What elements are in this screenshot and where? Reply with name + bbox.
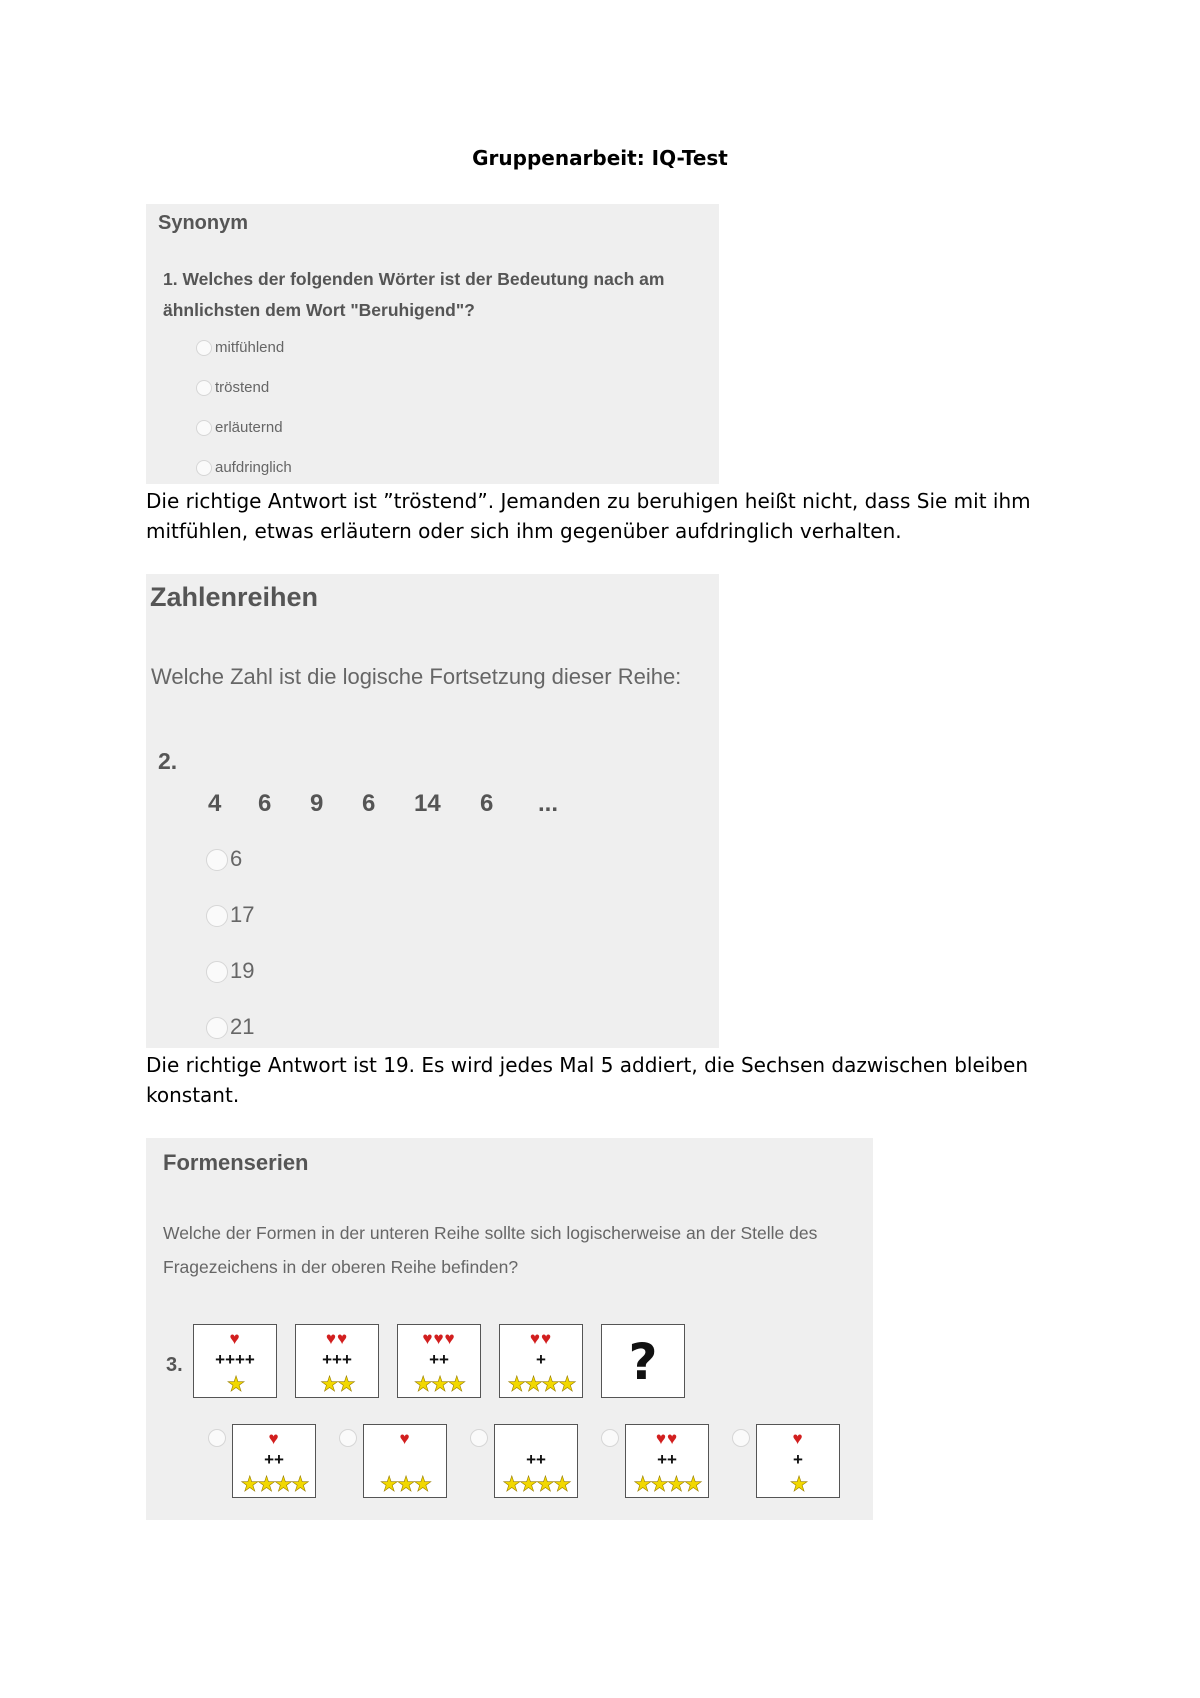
zahlenreihen-option-2[interactable]: [206, 902, 254, 928]
shape-option-radio[interactable]: [470, 1429, 488, 1447]
synonym-option-3[interactable]: [196, 418, 283, 438]
shape-option-card: [363, 1424, 447, 1498]
synonym-answer-text: Die richtige Antwort ist ”tröstend”. Jemanden zu beruhigen heißt nicht, dass Sie mit ihm mitfühlen, etwas erläutern oder sich ihm gegenüber aufdringlich verhalten.: [146, 489, 1031, 543]
zahlenreihen-heading: Zahlenreihen: [150, 582, 319, 612]
shape-option-radio[interactable]: [732, 1429, 750, 1447]
shape-option-card: [756, 1424, 840, 1498]
formenserien-question-panel: [146, 1138, 873, 1520]
hearts-row: ♥♥: [529, 1329, 553, 1348]
synonym-heading: Synonym: [158, 212, 249, 234]
crosses-row: +: [536, 1350, 546, 1369]
sequence-shape-card: [397, 1324, 481, 1398]
option-label: aufdringlich: [215, 459, 292, 476]
shape-option-radio[interactable]: [339, 1429, 357, 1447]
shape-option-radio[interactable]: [601, 1429, 619, 1447]
question-mark: ?: [628, 1333, 658, 1391]
option-label: 6: [230, 846, 243, 871]
hearts-row: ♥: [399, 1429, 411, 1448]
crosses-row: ++: [657, 1450, 677, 1469]
shape-option-radio[interactable]: [208, 1429, 226, 1447]
radio-button[interactable]: [206, 849, 228, 871]
option-label: tröstend: [215, 379, 270, 396]
zahlenreihen-option-1[interactable]: [206, 846, 242, 872]
stars-row: ★★★: [413, 1373, 465, 1396]
stars-row: ★★★: [379, 1473, 431, 1496]
stars-row: ★★: [320, 1373, 354, 1396]
hearts-row: ♥♥: [325, 1329, 349, 1348]
stars-row: ★: [789, 1473, 807, 1496]
crosses-row: +++: [322, 1350, 352, 1369]
formenserien-heading: Formenserien: [163, 1150, 309, 1175]
shape-option-card: [494, 1424, 578, 1498]
hearts-row: ♥♥♥: [422, 1329, 456, 1348]
radio-button[interactable]: [206, 1017, 228, 1039]
radio-button[interactable]: [206, 961, 228, 983]
option-label: 17: [230, 902, 255, 927]
synonym-option-4[interactable]: [196, 458, 292, 478]
crosses-row: ++++: [215, 1350, 255, 1369]
stars-row: ★★★★: [507, 1373, 575, 1396]
radio-button[interactable]: [196, 420, 212, 436]
zahlenreihen-answer-text: Die richtige Antwort ist 19. Es wird jedes Mal 5 addiert, die Sechsen dazwischen bleiben konstant.: [146, 1053, 1028, 1107]
series-number: 9: [310, 790, 324, 817]
synonym-option-2[interactable]: [196, 378, 269, 398]
crosses-row: ++: [264, 1450, 284, 1469]
zahlenreihen-question-panel: [146, 574, 719, 1048]
series-number: 14: [414, 790, 441, 817]
synonym-question-panel: [146, 204, 719, 484]
sequence-shape-card: [499, 1324, 583, 1398]
stars-row: ★★★★: [240, 1473, 308, 1496]
sequence-shape-card: [193, 1324, 277, 1398]
crosses-row: ++: [526, 1450, 546, 1469]
radio-button[interactable]: [206, 905, 228, 927]
option-label: 21: [230, 1014, 255, 1039]
series-number: 4: [208, 790, 222, 817]
option-label: mitfühlend: [215, 339, 285, 356]
crosses-row: ++: [429, 1350, 449, 1369]
series-number: 6: [362, 790, 376, 817]
synonym-question-text: 1. Welches der folgenden Wörter ist der Bedeutung nach am ähnlichsten dem Wort "Beruhigend"?: [163, 269, 665, 320]
zahlenreihen-option-3[interactable]: [206, 958, 254, 984]
stars-row: ★★★★: [502, 1473, 570, 1496]
option-label: 19: [230, 958, 255, 983]
stars-row: ★★★★: [633, 1473, 701, 1496]
hearts-row: ♥: [229, 1329, 241, 1348]
zahlenreihen-option-4[interactable]: [206, 1014, 254, 1040]
crosses-row: +: [793, 1450, 803, 1469]
stars-row: ★: [226, 1373, 244, 1396]
hearts-row: ♥♥: [655, 1429, 679, 1448]
series-ellipsis: ...: [538, 790, 559, 817]
radio-button[interactable]: [196, 460, 212, 476]
radio-button[interactable]: [196, 340, 212, 356]
zahlenreihen-question-text: Welche Zahl ist die logische Fortsetzung dieser Reihe:: [151, 664, 682, 689]
hearts-row: ♥: [792, 1429, 804, 1448]
sequence-shape-card: [295, 1324, 379, 1398]
question-number: 2.: [158, 748, 178, 774]
synonym-option-1[interactable]: [196, 338, 284, 358]
shape-option-card: [232, 1424, 316, 1498]
series-number: 6: [480, 790, 494, 817]
radio-button[interactable]: [196, 380, 212, 396]
shape-option-card: [625, 1424, 709, 1498]
formenserien-question-text: Welche der Formen in der unteren Reihe sollte sich logischerweise an der Stelle des Fragezeichens in der oberen Reihe befinden?: [163, 1223, 818, 1277]
hearts-row: ♥: [268, 1429, 280, 1448]
series-number: 6: [258, 790, 272, 817]
missing-shape-card: [601, 1324, 685, 1398]
page-title: Gruppenarbeit: IQ-Test: [472, 146, 728, 170]
option-label: erläuternd: [215, 419, 283, 436]
question-number: 3.: [166, 1354, 183, 1376]
